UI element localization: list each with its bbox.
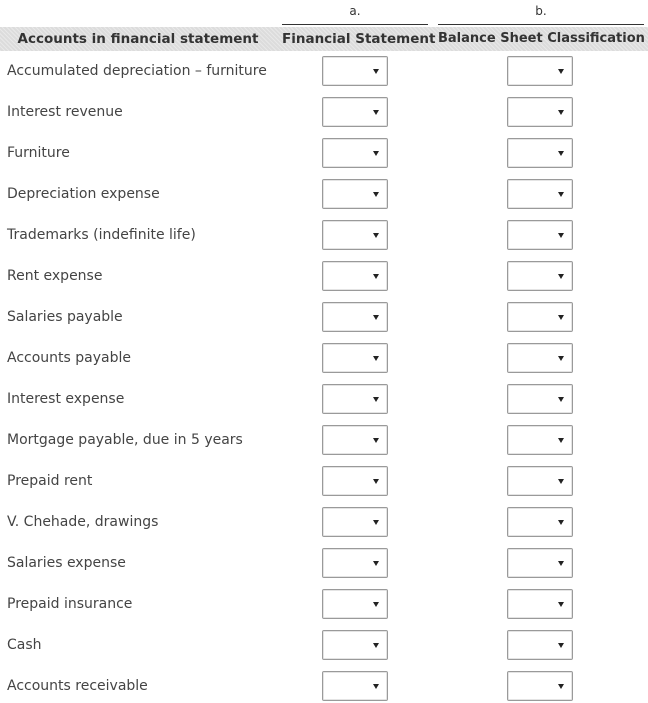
statement-select[interactable] xyxy=(322,589,388,619)
account-label: Accounts receivable xyxy=(7,678,148,694)
table-row xyxy=(0,625,648,666)
classification-select[interactable] xyxy=(507,97,573,127)
table-row xyxy=(0,420,648,461)
statement-select[interactable] xyxy=(322,56,388,86)
chevron-down-icon xyxy=(558,233,564,238)
statement-select[interactable] xyxy=(322,630,388,660)
chevron-down-icon xyxy=(373,110,379,115)
table-row xyxy=(0,543,648,584)
accounts-table-body xyxy=(0,51,648,703)
classification-select[interactable] xyxy=(507,261,573,291)
statement-select[interactable] xyxy=(322,507,388,537)
chevron-down-icon xyxy=(373,356,379,361)
column-b-letter: b. xyxy=(438,2,644,25)
chevron-down-icon xyxy=(373,397,379,402)
chevron-down-icon xyxy=(373,315,379,320)
statement-select[interactable] xyxy=(322,425,388,455)
classification-select[interactable] xyxy=(507,671,573,701)
chevron-down-icon xyxy=(558,643,564,648)
classification-select[interactable] xyxy=(507,220,573,250)
chevron-down-icon xyxy=(558,561,564,566)
table-row xyxy=(0,51,648,92)
table-row xyxy=(0,338,648,379)
statement-select[interactable] xyxy=(322,97,388,127)
classification-select[interactable] xyxy=(507,384,573,414)
chevron-down-icon xyxy=(373,520,379,525)
chevron-down-icon xyxy=(373,274,379,279)
account-label: Rent expense xyxy=(7,268,103,284)
account-label: V. Chehade, drawings xyxy=(7,514,159,530)
classification-select[interactable] xyxy=(507,343,573,373)
classification-select[interactable] xyxy=(507,179,573,209)
statement-select[interactable] xyxy=(322,671,388,701)
table-row xyxy=(0,666,648,703)
chevron-down-icon xyxy=(558,684,564,689)
table-row xyxy=(0,461,648,502)
table-row xyxy=(0,584,648,625)
statement-select[interactable] xyxy=(322,261,388,291)
chevron-down-icon xyxy=(373,561,379,566)
statement-select[interactable] xyxy=(322,384,388,414)
statement-select[interactable] xyxy=(322,138,388,168)
accounts-column-header: Accounts in financial statement xyxy=(17,31,259,47)
account-label: Accounts payable xyxy=(7,350,131,366)
chevron-down-icon xyxy=(558,397,564,402)
classification-column-header: Balance Sheet Classification xyxy=(438,31,645,46)
account-label: Mortgage payable, due in 5 years xyxy=(7,432,243,448)
chevron-down-icon xyxy=(558,69,564,74)
account-label: Prepaid insurance xyxy=(7,596,133,612)
classification-select[interactable] xyxy=(507,548,573,578)
column-letters xyxy=(0,0,648,24)
statement-select[interactable] xyxy=(322,548,388,578)
statement-select[interactable] xyxy=(322,343,388,373)
account-label: Depreciation expense xyxy=(7,186,160,202)
account-label: Salaries payable xyxy=(7,309,123,325)
chevron-down-icon xyxy=(558,151,564,156)
classification-select[interactable] xyxy=(507,466,573,496)
chevron-down-icon xyxy=(373,438,379,443)
chevron-down-icon xyxy=(558,315,564,320)
table-row xyxy=(0,297,648,338)
classification-select[interactable] xyxy=(507,138,573,168)
classification-select[interactable] xyxy=(507,630,573,660)
chevron-down-icon xyxy=(373,151,379,156)
chevron-down-icon xyxy=(558,479,564,484)
classification-select[interactable] xyxy=(507,507,573,537)
statement-select[interactable] xyxy=(322,179,388,209)
statement-column-header: Financial Statement xyxy=(282,31,436,47)
account-label: Interest revenue xyxy=(7,104,123,120)
table-row xyxy=(0,502,648,543)
chevron-down-icon xyxy=(558,356,564,361)
table-row xyxy=(0,174,648,215)
table-row xyxy=(0,379,648,420)
classification-select[interactable] xyxy=(507,56,573,86)
account-label: Salaries expense xyxy=(7,555,126,571)
chevron-down-icon xyxy=(558,274,564,279)
chevron-down-icon xyxy=(373,643,379,648)
chevron-down-icon xyxy=(558,520,564,525)
table-row xyxy=(0,215,648,256)
account-label: Trademarks (indefinite life) xyxy=(7,227,196,243)
chevron-down-icon xyxy=(373,479,379,484)
table-row xyxy=(0,133,648,174)
account-label: Prepaid rent xyxy=(7,473,93,489)
chevron-down-icon xyxy=(558,602,564,607)
chevron-down-icon xyxy=(558,110,564,115)
account-label: Interest expense xyxy=(7,391,125,407)
classification-select[interactable] xyxy=(507,425,573,455)
statement-select[interactable] xyxy=(322,466,388,496)
account-label: Accumulated depreciation – furniture xyxy=(7,63,267,79)
chevron-down-icon xyxy=(373,233,379,238)
chevron-down-icon xyxy=(373,192,379,197)
table-row xyxy=(0,92,648,133)
account-label: Cash xyxy=(7,637,42,653)
statement-select[interactable] xyxy=(322,220,388,250)
chevron-down-icon xyxy=(373,69,379,74)
classification-select[interactable] xyxy=(507,302,573,332)
chevron-down-icon xyxy=(558,438,564,443)
chevron-down-icon xyxy=(558,192,564,197)
classification-select[interactable] xyxy=(507,589,573,619)
table-row xyxy=(0,256,648,297)
statement-select[interactable] xyxy=(322,302,388,332)
chevron-down-icon xyxy=(373,602,379,607)
account-label: Furniture xyxy=(7,145,70,161)
table-header xyxy=(0,27,648,51)
chevron-down-icon xyxy=(373,684,379,689)
column-a-letter: a. xyxy=(282,2,428,25)
